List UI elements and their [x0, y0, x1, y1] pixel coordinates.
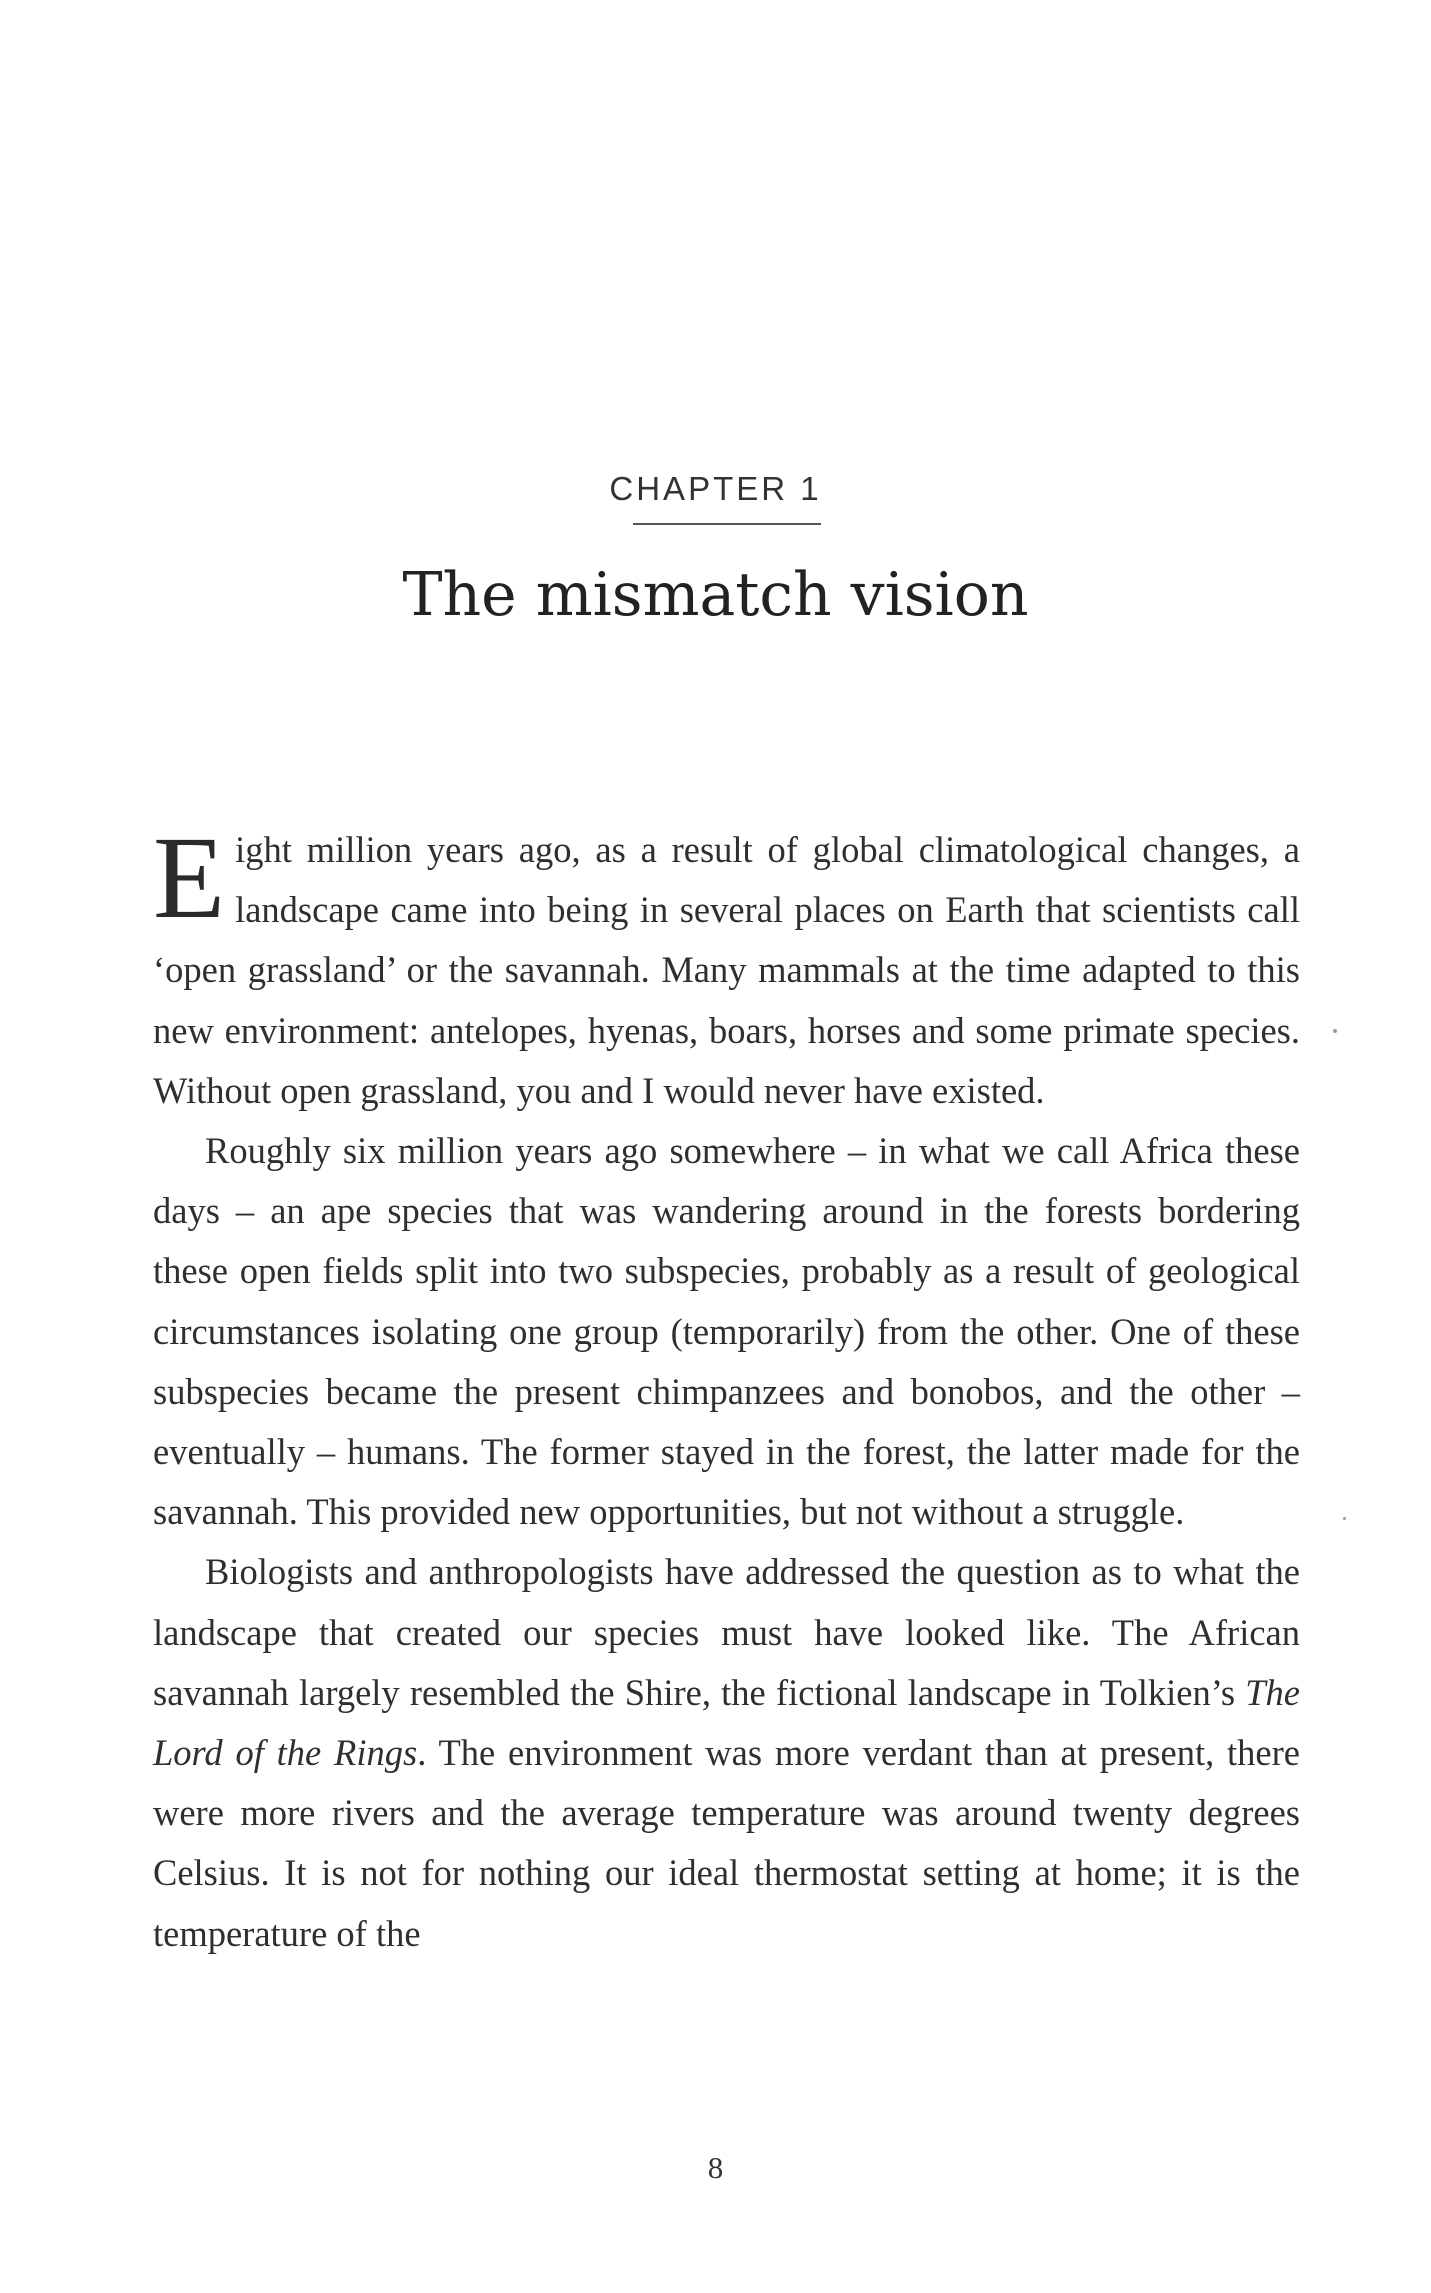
drop-cap: E	[153, 812, 226, 943]
paragraph-3-text-before: Biologists and anthropologists have addressed the question as to what the landscape that created our species must have looked like. The African savannah largely resembled the Shire, the fictional landscape in Tolkien’s	[153, 1551, 1300, 1713]
book-title-italic: The Lord of the Rings	[153, 1671, 1300, 1774]
paragraph-1	[153, 812, 1300, 1121]
body-text	[153, 812, 1300, 1964]
paragraph-1-text: ight million years ago, as a result of global climatological changes, a landscape came into being in several places on Earth that scientists call ‘open grassland’ or the savannah. Many mammals at the time adapted to this new environment: antelopes, hyenas, boars, horses and some primate species. Without open grassland, you and I would never have existed.	[153, 829, 1300, 1111]
chapter-label: CHAPTER 1	[609, 470, 822, 507]
chapter-title: The mismatch vision	[402, 560, 1029, 630]
paragraph-2: Roughly six million years ago somewhere – in what we call Africa these days – an ape species that was wandering around in the forests bordering these open fields split into two subspecies, probably as a result of geological circumstances isolating one group (temporarily) from the other. One of these subspecies became the present chimpanzees and bonobos, and the other – eventually – humans. The former stayed in the forest, the latter made for the savannah. This provided new opportunities, but not without a struggle.	[153, 1130, 1300, 1533]
scan-speck	[1333, 1029, 1337, 1033]
paragraph-3	[153, 1542, 1300, 1963]
paragraph-3-text-after: . The environment was more verdant than at present, there were more rivers and the average temperature was around twenty degrees Celsius. It is not for nothing our ideal thermostat setting at home; it is the temperature of the	[153, 1732, 1300, 1954]
chapter-underline	[633, 523, 821, 525]
scan-speck	[1343, 1517, 1346, 1520]
page-number: 8	[707, 2150, 724, 2185]
